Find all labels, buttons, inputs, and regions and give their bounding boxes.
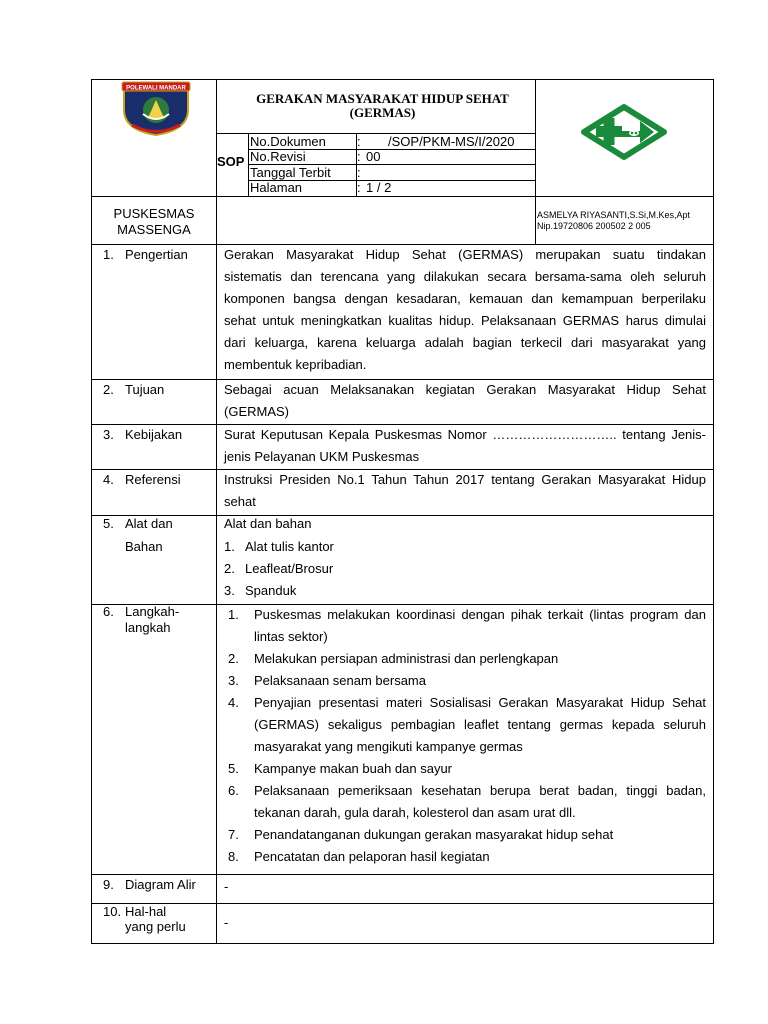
section-4-label: Referensi [125, 472, 181, 487]
grid-hline-s9 [91, 903, 714, 904]
section-5-label-line-2: Bahan [125, 539, 163, 554]
crest-banner-text: POLEWALI MANDAR [126, 85, 186, 92]
list-item-text: Penandatanganan dukungan gerakan masyarakat hidup sehat [254, 827, 614, 842]
section-2-text: Sebagai acuan Melaksanakan kegiatan Gerakan Masyarakat Hidup Sehat (GERMAS) [224, 382, 706, 419]
list-item [228, 780, 706, 824]
meta-value-no-dokumen: /SOP/PKM-MS/I/2020 [388, 134, 515, 149]
signer-name: ASMELYA RIYASANTI,S.Si,M.Kes,Apt [537, 210, 691, 220]
section-4-text: Instruksi Presiden No.1 Tahun Tahun 2017 tentang Gerakan Masyarakat Hidup sehat [224, 472, 706, 509]
list-item-text: Melakukan persiapan administrasi dan perlengkapan [254, 651, 559, 666]
list-item [228, 758, 706, 780]
meta-sep-halaman: : [357, 180, 361, 195]
list-item-text: Pelaksanaan pemeriksaan kesehatan berupa berat badan, tinggi badan, tekanan darah, gula darah, kolesterol dan asam urat dll. [254, 783, 706, 820]
list-item [224, 580, 334, 602]
meta-label-no-dokumen: No.Dokumen [250, 134, 326, 149]
section-1-number: 1. [103, 247, 114, 262]
grid-vline-left [216, 79, 217, 944]
org-line-2: MASSENGA [117, 222, 191, 237]
section-9-number: 9. [103, 877, 114, 892]
title-line-1: GERAKAN MASYARAKAT HIDUP SEHAT [256, 91, 509, 106]
organization-name [92, 206, 216, 238]
section-10-label-line-2: yang perlu [125, 919, 186, 934]
section-1-label: Pengertian [125, 247, 188, 262]
list-item-number: 1. [228, 607, 239, 622]
list-item-number: 7. [228, 827, 239, 842]
regency-crest-logo [118, 80, 194, 141]
section-6-list [228, 604, 706, 868]
list-item-text: Leafleat/Brosur [245, 561, 334, 576]
meta-sep-no-dokumen: : [357, 134, 361, 149]
org-line-1: PUSKESMAS [113, 206, 195, 221]
list-item-number: 5. [228, 761, 239, 776]
list-item-text: Puskesmas melakukan koordinasi dengan pihak terkait (lintas program dan lintas sektor) [254, 607, 706, 644]
list-item [228, 648, 706, 670]
grid-vline-meta-left [248, 133, 249, 196]
meta-label-halaman: Halaman [250, 180, 303, 195]
document-title [216, 92, 549, 120]
section-6-number: 6. [103, 604, 114, 619]
list-item-number: 3. [228, 673, 239, 688]
section-5-list [224, 536, 334, 602]
meta-value-no-revisi: 00 [366, 149, 381, 164]
grid-hline-s4 [91, 515, 714, 516]
puskesmas-cross-logo [580, 103, 668, 166]
meta-value-halaman: 1 / 2 [366, 180, 392, 195]
list-item-number: 3. [224, 583, 235, 598]
meta-label-no-revisi: No.Revisi [250, 149, 306, 164]
section-5-number: 5. [103, 516, 114, 531]
section-5-label-line-1: Alat dan [125, 516, 173, 531]
section-6-label-line-1: Langkah- [125, 604, 180, 619]
section-3-label: Kebijakan [125, 427, 183, 442]
list-item [228, 604, 706, 648]
list-item-number: 1. [224, 539, 235, 554]
list-item [228, 824, 706, 846]
list-item-text: Alat tulis kantor [245, 539, 334, 554]
list-item-text: Spanduk [245, 583, 297, 598]
list-item-number: 2. [228, 651, 239, 666]
section-2-number: 2. [103, 382, 114, 397]
list-item-number: 8. [228, 849, 239, 864]
list-item-number: 4. [228, 695, 239, 710]
list-item [228, 692, 706, 758]
list-item [228, 670, 706, 692]
grid-hline-header [91, 196, 714, 197]
signer-nip: Nip.19720806 200502 2 005 [537, 221, 651, 231]
section-10-label-line-1: Hal-hal [125, 904, 167, 919]
section-10-text: - [224, 915, 229, 930]
list-item-text: Kampanye makan buah dan sayur [254, 761, 453, 776]
section-3-text: Surat Keputusan Kepala Puskesmas Nomor ……………………….. tentang Jenis-jenis Pelayanan UKM Puskesmas [224, 427, 706, 464]
list-item-text: Pelaksanaan senam bersama [254, 673, 426, 688]
list-item-text: Penyajian presentasi materi Sosialisasi Gerakan Masyarakat Hidup Sehat (GERMAS) sekaligus pembagian leaflet tentang germas kepada seluruh masyarakat yang mengikuti kampanye germas [254, 695, 706, 754]
section-9-text: - [224, 879, 229, 894]
list-item-number: 6. [228, 783, 239, 798]
list-item-text: Pencatatan dan pelaporan hasil kegiatan [254, 849, 490, 864]
meta-label-tanggal-terbit: Tanggal Terbit [250, 165, 331, 180]
list-item-number: 2. [224, 561, 235, 576]
section-9-label: Diagram Alir [125, 877, 196, 892]
sop-label: SOP [217, 154, 245, 169]
list-item [224, 558, 334, 580]
section-1-text: Gerakan Masyarakat Hidup Sehat (GERMAS) merupakan suatu tindakan sistematis dan terencana yang dilakukan secara bersama-sama oleh seluruh komponen bangsa dengan kesadaran, kemauan dan kemampuan berperilaku sehat untuk meningkatkan kualitas hidup. Pelaksanaan GERMAS harus dimulai dari keluarga, karena keluarga adalah bagian terkecil dari masyarakat yang membentuk kepribadian. [224, 247, 706, 372]
title-line-2: (GERMAS) [349, 105, 416, 120]
section-3-number: 3. [103, 427, 114, 442]
section-10-number: 10. [103, 904, 122, 919]
section-6-label-line-2: langkah [125, 620, 171, 635]
section-5-intro: Alat dan bahan [224, 516, 312, 531]
meta-sep-no-revisi: : [357, 149, 361, 164]
section-4-number: 4. [103, 472, 114, 487]
list-item [228, 846, 706, 868]
section-2-label: Tujuan [125, 382, 165, 397]
meta-sep-tanggal-terbit: : [357, 165, 361, 180]
list-item [224, 536, 334, 558]
